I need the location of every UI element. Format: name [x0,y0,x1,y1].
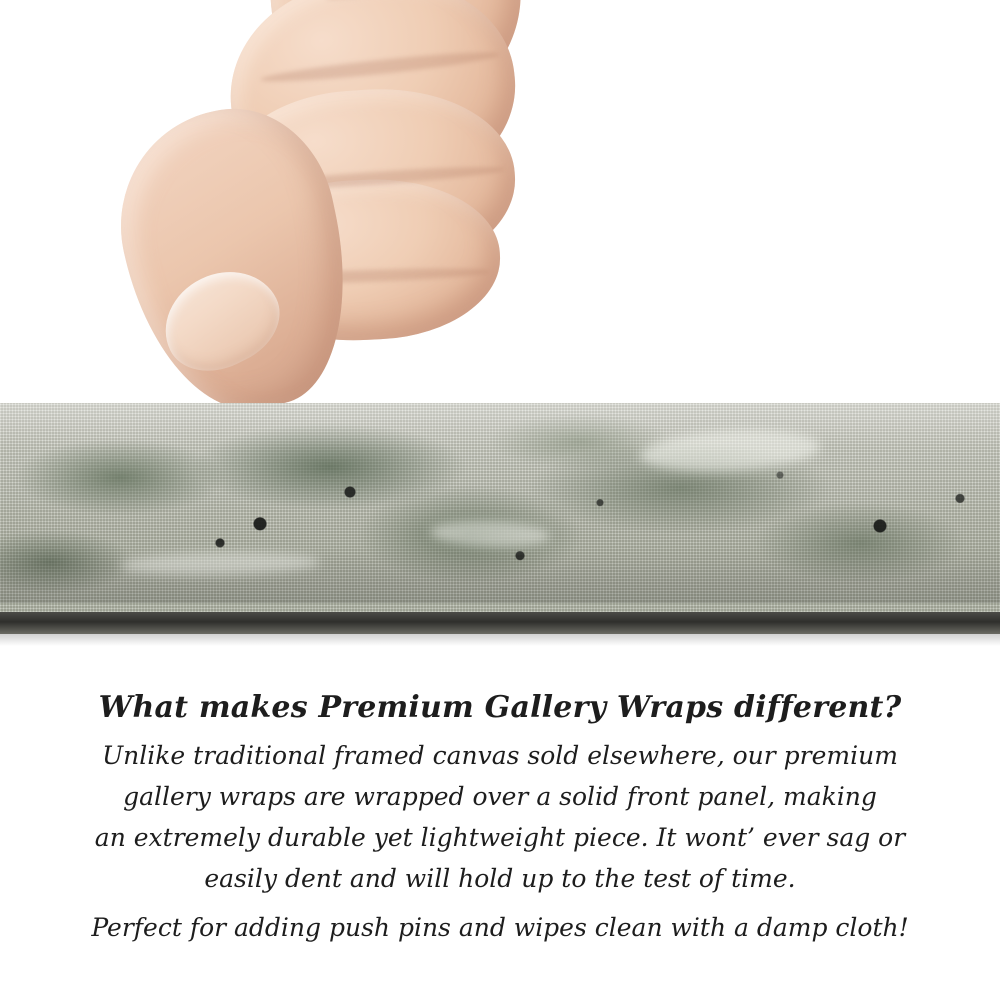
caption-line: easily dent and will hold up to the test of time. [204,864,796,893]
caption-line: gallery wraps are wrapped over a solid front panel, making [123,782,877,811]
canvas-drop-shadow [0,634,1000,646]
canvas-shading [0,403,1000,603]
caption-block [0,690,1000,948]
canvas-wrap-edge [0,403,1000,615]
caption-final-line: Perfect for adding push pins and wipes clean with a damp cloth! [91,913,909,942]
caption-line: an extremely durable yet lightweight piece. It wont’ ever sag or [94,823,906,852]
caption-line: Unlike traditional framed canvas sold elsewhere, our premium [102,741,898,770]
hand-illustration [120,0,550,440]
thumbnail-nail [148,253,294,387]
canvas-front-panel-edge [0,612,1000,634]
caption-heading: What makes Premium Gallery Wraps different? [98,690,902,725]
